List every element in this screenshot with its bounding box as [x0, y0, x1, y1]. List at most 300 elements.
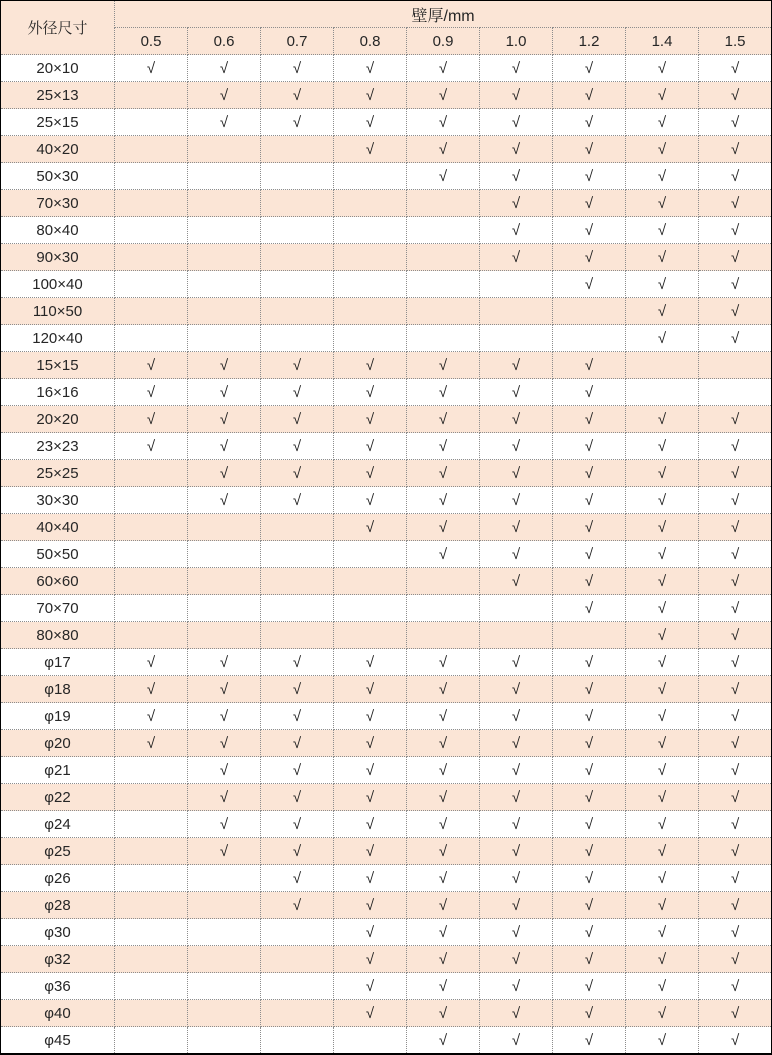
check-cell: √ [480, 919, 553, 946]
size-cell: 60×60 [1, 568, 115, 595]
empty-cell [261, 1000, 334, 1027]
check-cell: √ [626, 244, 699, 271]
size-cell: 50×50 [1, 541, 115, 568]
check-cell: √ [699, 622, 772, 649]
table-row [1, 487, 772, 514]
empty-cell [553, 325, 626, 352]
empty-cell [626, 352, 699, 379]
check-cell: √ [188, 730, 261, 757]
check-cell: √ [626, 973, 699, 1000]
size-cell: φ30 [1, 919, 115, 946]
size-cell: 100×40 [1, 271, 115, 298]
table-row [1, 190, 772, 217]
empty-cell [407, 595, 480, 622]
empty-cell [334, 325, 407, 352]
table-row [1, 460, 772, 487]
wall-thickness-header: 壁厚/mm [115, 1, 772, 28]
check-cell: √ [553, 541, 626, 568]
check-cell: √ [626, 757, 699, 784]
empty-cell [188, 1000, 261, 1027]
check-cell: √ [334, 55, 407, 82]
check-cell: √ [626, 730, 699, 757]
empty-cell [261, 271, 334, 298]
check-cell: √ [699, 136, 772, 163]
size-cell: φ28 [1, 892, 115, 919]
check-cell: √ [261, 757, 334, 784]
check-cell: √ [553, 352, 626, 379]
thickness-col-header: 0.8 [334, 28, 407, 55]
table-row [1, 865, 772, 892]
check-cell: √ [699, 676, 772, 703]
check-cell: √ [553, 865, 626, 892]
empty-cell [115, 325, 188, 352]
size-cell: φ21 [1, 757, 115, 784]
check-cell: √ [407, 55, 480, 82]
check-cell: √ [261, 352, 334, 379]
check-cell: √ [626, 865, 699, 892]
empty-cell [115, 244, 188, 271]
check-cell: √ [626, 649, 699, 676]
empty-cell [480, 622, 553, 649]
empty-cell [115, 271, 188, 298]
size-cell: 25×15 [1, 109, 115, 136]
check-cell: √ [626, 919, 699, 946]
check-cell: √ [699, 703, 772, 730]
check-cell: √ [480, 433, 553, 460]
check-cell: √ [261, 55, 334, 82]
check-cell: √ [261, 487, 334, 514]
check-cell: √ [261, 676, 334, 703]
empty-cell [115, 1027, 188, 1055]
check-cell: √ [334, 784, 407, 811]
empty-cell [188, 541, 261, 568]
check-cell: √ [553, 163, 626, 190]
table-row [1, 352, 772, 379]
check-cell: √ [626, 892, 699, 919]
empty-cell [115, 136, 188, 163]
check-cell: √ [480, 676, 553, 703]
size-cell: 40×40 [1, 514, 115, 541]
check-cell: √ [480, 568, 553, 595]
empty-cell [115, 757, 188, 784]
size-cell: 70×70 [1, 595, 115, 622]
empty-cell [115, 838, 188, 865]
empty-cell [188, 1027, 261, 1055]
table-row [1, 946, 772, 973]
check-cell: √ [480, 865, 553, 892]
check-cell: √ [553, 703, 626, 730]
check-cell: √ [480, 892, 553, 919]
empty-cell [115, 919, 188, 946]
empty-cell [115, 190, 188, 217]
check-cell: √ [407, 460, 480, 487]
check-cell: √ [553, 190, 626, 217]
check-cell: √ [480, 406, 553, 433]
check-cell: √ [699, 757, 772, 784]
check-cell: √ [407, 82, 480, 109]
check-cell: √ [115, 433, 188, 460]
check-cell: √ [480, 109, 553, 136]
check-cell: √ [699, 433, 772, 460]
check-cell: √ [553, 730, 626, 757]
empty-cell [334, 163, 407, 190]
size-table-body [1, 55, 772, 1055]
table-row [1, 919, 772, 946]
empty-cell [699, 379, 772, 406]
check-cell: √ [699, 190, 772, 217]
size-cell: 25×25 [1, 460, 115, 487]
empty-cell [115, 82, 188, 109]
check-cell: √ [699, 82, 772, 109]
empty-cell [188, 163, 261, 190]
check-cell: √ [626, 136, 699, 163]
check-cell: √ [553, 460, 626, 487]
check-cell: √ [626, 406, 699, 433]
empty-cell [115, 568, 188, 595]
table-row [1, 1000, 772, 1027]
check-cell: √ [407, 865, 480, 892]
check-cell: √ [334, 136, 407, 163]
check-cell: √ [553, 487, 626, 514]
check-cell: √ [115, 649, 188, 676]
check-cell: √ [188, 82, 261, 109]
check-cell: √ [626, 298, 699, 325]
empty-cell [261, 217, 334, 244]
check-cell: √ [699, 784, 772, 811]
size-cell: φ22 [1, 784, 115, 811]
check-cell: √ [553, 55, 626, 82]
check-cell: √ [699, 865, 772, 892]
empty-cell [115, 811, 188, 838]
check-cell: √ [334, 109, 407, 136]
table-row [1, 325, 772, 352]
table-row [1, 271, 772, 298]
empty-cell [115, 298, 188, 325]
check-cell: √ [407, 757, 480, 784]
empty-cell [188, 622, 261, 649]
table-row [1, 55, 772, 82]
check-cell: √ [553, 1027, 626, 1055]
empty-cell [626, 379, 699, 406]
check-cell: √ [261, 730, 334, 757]
empty-cell [115, 892, 188, 919]
thickness-col-header: 1.0 [480, 28, 553, 55]
check-cell: √ [480, 55, 553, 82]
check-cell: √ [261, 811, 334, 838]
check-cell: √ [115, 352, 188, 379]
check-cell: √ [699, 946, 772, 973]
empty-cell [261, 595, 334, 622]
thickness-col-header: 1.5 [699, 28, 772, 55]
check-cell: √ [407, 973, 480, 1000]
empty-cell [407, 190, 480, 217]
check-cell: √ [407, 784, 480, 811]
empty-cell [188, 946, 261, 973]
check-cell: √ [188, 703, 261, 730]
check-cell: √ [480, 190, 553, 217]
check-cell: √ [553, 838, 626, 865]
check-cell: √ [334, 352, 407, 379]
table-row [1, 244, 772, 271]
check-cell: √ [407, 163, 480, 190]
check-cell: √ [334, 838, 407, 865]
check-cell: √ [626, 568, 699, 595]
table-row [1, 622, 772, 649]
check-cell: √ [699, 892, 772, 919]
check-cell: √ [553, 649, 626, 676]
check-cell: √ [261, 433, 334, 460]
check-cell: √ [626, 55, 699, 82]
empty-cell [115, 973, 188, 1000]
check-cell: √ [334, 757, 407, 784]
check-cell: √ [480, 649, 553, 676]
check-cell: √ [699, 55, 772, 82]
check-cell: √ [188, 460, 261, 487]
size-cell: 80×80 [1, 622, 115, 649]
check-cell: √ [334, 865, 407, 892]
size-cell: φ24 [1, 811, 115, 838]
empty-cell [115, 622, 188, 649]
check-cell: √ [626, 82, 699, 109]
empty-cell [188, 919, 261, 946]
size-cell: φ26 [1, 865, 115, 892]
check-cell: √ [261, 460, 334, 487]
check-cell: √ [407, 514, 480, 541]
check-cell: √ [480, 784, 553, 811]
check-cell: √ [188, 757, 261, 784]
empty-cell [553, 622, 626, 649]
table-row [1, 676, 772, 703]
check-cell: √ [188, 487, 261, 514]
empty-cell [115, 217, 188, 244]
thickness-col-header: 0.7 [261, 28, 334, 55]
empty-cell [334, 622, 407, 649]
check-cell: √ [334, 919, 407, 946]
empty-cell [188, 973, 261, 1000]
check-cell: √ [334, 1000, 407, 1027]
check-cell: √ [334, 487, 407, 514]
size-cell: 30×30 [1, 487, 115, 514]
check-cell: √ [480, 1027, 553, 1055]
size-cell: φ17 [1, 649, 115, 676]
size-cell: 110×50 [1, 298, 115, 325]
empty-cell [261, 244, 334, 271]
check-cell: √ [553, 217, 626, 244]
size-cell: φ32 [1, 946, 115, 973]
empty-cell [261, 325, 334, 352]
check-cell: √ [626, 190, 699, 217]
empty-cell [480, 325, 553, 352]
check-cell: √ [188, 109, 261, 136]
check-cell: √ [188, 649, 261, 676]
check-cell: √ [553, 271, 626, 298]
empty-cell [480, 298, 553, 325]
check-cell: √ [699, 460, 772, 487]
check-cell: √ [407, 433, 480, 460]
size-cell: φ19 [1, 703, 115, 730]
size-cell: φ20 [1, 730, 115, 757]
empty-cell [188, 217, 261, 244]
empty-cell [115, 487, 188, 514]
empty-cell [480, 271, 553, 298]
empty-cell [334, 271, 407, 298]
check-cell: √ [261, 784, 334, 811]
empty-cell [188, 595, 261, 622]
check-cell: √ [699, 271, 772, 298]
check-cell: √ [480, 136, 553, 163]
check-cell: √ [334, 514, 407, 541]
check-cell: √ [553, 811, 626, 838]
check-cell: √ [553, 82, 626, 109]
empty-cell [699, 352, 772, 379]
check-cell: √ [407, 136, 480, 163]
empty-cell [261, 946, 334, 973]
table-row [1, 379, 772, 406]
check-cell: √ [407, 838, 480, 865]
check-cell: √ [626, 541, 699, 568]
check-cell: √ [699, 487, 772, 514]
check-cell: √ [626, 460, 699, 487]
check-cell: √ [188, 379, 261, 406]
empty-cell [407, 325, 480, 352]
check-cell: √ [699, 568, 772, 595]
empty-cell [261, 622, 334, 649]
check-cell: √ [626, 1027, 699, 1055]
table-row [1, 811, 772, 838]
check-cell: √ [480, 514, 553, 541]
size-cell: 20×10 [1, 55, 115, 82]
check-cell: √ [261, 82, 334, 109]
empty-cell [407, 622, 480, 649]
check-cell: √ [699, 163, 772, 190]
check-cell: √ [407, 379, 480, 406]
table-row [1, 217, 772, 244]
size-cell: 25×13 [1, 82, 115, 109]
thickness-col-header: 0.5 [115, 28, 188, 55]
check-cell: √ [480, 1000, 553, 1027]
check-cell: √ [261, 379, 334, 406]
check-cell: √ [553, 406, 626, 433]
check-cell: √ [115, 676, 188, 703]
check-cell: √ [188, 406, 261, 433]
empty-cell [188, 298, 261, 325]
check-cell: √ [553, 784, 626, 811]
check-cell: √ [699, 649, 772, 676]
empty-cell [188, 865, 261, 892]
check-cell: √ [626, 217, 699, 244]
empty-cell [261, 514, 334, 541]
empty-cell [261, 568, 334, 595]
check-cell: √ [407, 811, 480, 838]
table-row [1, 406, 772, 433]
empty-cell [115, 865, 188, 892]
outer-size-header: 外径尺寸 [1, 1, 115, 55]
empty-cell [261, 973, 334, 1000]
empty-cell [188, 136, 261, 163]
empty-cell [407, 568, 480, 595]
check-cell: √ [115, 730, 188, 757]
empty-cell [188, 568, 261, 595]
check-cell: √ [407, 1000, 480, 1027]
check-cell: √ [407, 892, 480, 919]
empty-cell [115, 784, 188, 811]
check-cell: √ [480, 703, 553, 730]
empty-cell [115, 109, 188, 136]
empty-cell [334, 217, 407, 244]
check-cell: √ [334, 703, 407, 730]
check-cell: √ [480, 82, 553, 109]
check-cell: √ [188, 55, 261, 82]
size-cell: φ25 [1, 838, 115, 865]
table-row [1, 1027, 772, 1055]
check-cell: √ [553, 946, 626, 973]
check-cell: √ [480, 487, 553, 514]
check-cell: √ [553, 676, 626, 703]
empty-cell [261, 190, 334, 217]
empty-cell [188, 892, 261, 919]
check-cell: √ [553, 379, 626, 406]
table-row [1, 892, 772, 919]
empty-cell [188, 244, 261, 271]
empty-cell [115, 541, 188, 568]
empty-cell [334, 298, 407, 325]
check-cell: √ [480, 244, 553, 271]
table-row [1, 514, 772, 541]
check-cell: √ [699, 325, 772, 352]
check-cell: √ [480, 379, 553, 406]
size-cell: 70×30 [1, 190, 115, 217]
check-cell: √ [334, 892, 407, 919]
empty-cell [115, 460, 188, 487]
empty-cell [334, 541, 407, 568]
check-cell: √ [334, 82, 407, 109]
check-cell: √ [407, 649, 480, 676]
size-cell: 50×30 [1, 163, 115, 190]
check-cell: √ [261, 703, 334, 730]
check-cell: √ [626, 838, 699, 865]
check-cell: √ [407, 352, 480, 379]
empty-cell [334, 244, 407, 271]
table-row [1, 136, 772, 163]
check-cell: √ [334, 730, 407, 757]
check-cell: √ [115, 703, 188, 730]
empty-cell [261, 298, 334, 325]
empty-cell [261, 1027, 334, 1055]
empty-cell [188, 514, 261, 541]
thickness-col-header: 0.6 [188, 28, 261, 55]
check-cell: √ [334, 811, 407, 838]
table-row [1, 595, 772, 622]
size-cell: φ36 [1, 973, 115, 1000]
table-row [1, 82, 772, 109]
table-row [1, 649, 772, 676]
check-cell: √ [407, 919, 480, 946]
check-cell: √ [699, 730, 772, 757]
check-cell: √ [334, 406, 407, 433]
check-cell: √ [699, 244, 772, 271]
empty-cell [261, 136, 334, 163]
check-cell: √ [188, 676, 261, 703]
check-cell: √ [553, 919, 626, 946]
check-cell: √ [480, 730, 553, 757]
check-cell: √ [115, 406, 188, 433]
size-cell: φ40 [1, 1000, 115, 1027]
check-cell: √ [699, 541, 772, 568]
empty-cell [188, 190, 261, 217]
check-cell: √ [626, 514, 699, 541]
check-cell: √ [407, 406, 480, 433]
thickness-col-header: 1.4 [626, 28, 699, 55]
